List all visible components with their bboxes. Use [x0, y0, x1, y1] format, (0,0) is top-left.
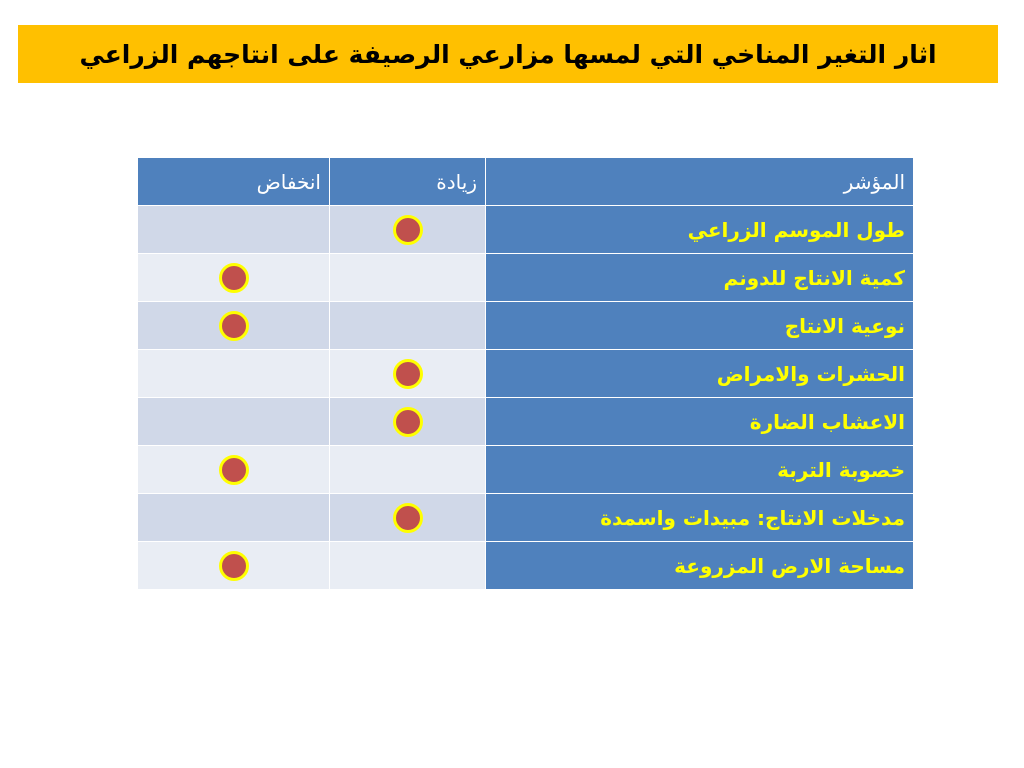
table-row [138, 398, 914, 446]
increase-cell [330, 206, 486, 254]
slide-title: اثار التغير المناخي التي لمسها مزارعي الرصيفة على انتاجهم الزراعي [79, 39, 937, 69]
decrease-cell [138, 350, 330, 398]
indicator-cell: خصوبة التربة [486, 446, 914, 494]
decrease-cell [138, 494, 330, 542]
decrease-marker-icon [219, 551, 249, 581]
increase-cell [330, 302, 486, 350]
decrease-marker-icon [219, 311, 249, 341]
decrease-marker-icon [219, 263, 249, 293]
table-row [138, 206, 914, 254]
decrease-cell [138, 446, 330, 494]
table-row [138, 350, 914, 398]
indicator-cell: نوعية الانتاج [486, 302, 914, 350]
increase-cell [330, 350, 486, 398]
decrease-cell [138, 398, 330, 446]
decrease-cell [138, 302, 330, 350]
table-row [138, 254, 914, 302]
impact-table [137, 157, 914, 590]
increase-cell [330, 254, 486, 302]
header-increase: زيادة [330, 158, 486, 206]
table-body [138, 206, 914, 590]
table-row [138, 494, 914, 542]
table-row [138, 302, 914, 350]
increase-marker-icon [393, 407, 423, 437]
decrease-cell [138, 254, 330, 302]
increase-cell [330, 542, 486, 590]
indicator-cell: طول الموسم الزراعي [486, 206, 914, 254]
header-indicator: المؤشر [486, 158, 914, 206]
indicator-cell: كمية الانتاج للدونم [486, 254, 914, 302]
increase-marker-icon [393, 359, 423, 389]
increase-marker-icon [393, 215, 423, 245]
table-header-row [138, 158, 914, 206]
increase-marker-icon [393, 503, 423, 533]
title-bar [18, 25, 998, 83]
indicator-cell: مدخلات الانتاج: مبيدات واسمدة [486, 494, 914, 542]
increase-cell [330, 494, 486, 542]
decrease-cell [138, 542, 330, 590]
indicator-cell: مساحة الارض المزروعة [486, 542, 914, 590]
decrease-cell [138, 206, 330, 254]
table-row [138, 446, 914, 494]
header-decrease: انخفاض [138, 158, 330, 206]
decrease-marker-icon [219, 455, 249, 485]
increase-cell [330, 446, 486, 494]
indicator-cell: الاعشاب الضارة [486, 398, 914, 446]
indicator-cell: الحشرات والامراض [486, 350, 914, 398]
increase-cell [330, 398, 486, 446]
table-row [138, 542, 914, 590]
